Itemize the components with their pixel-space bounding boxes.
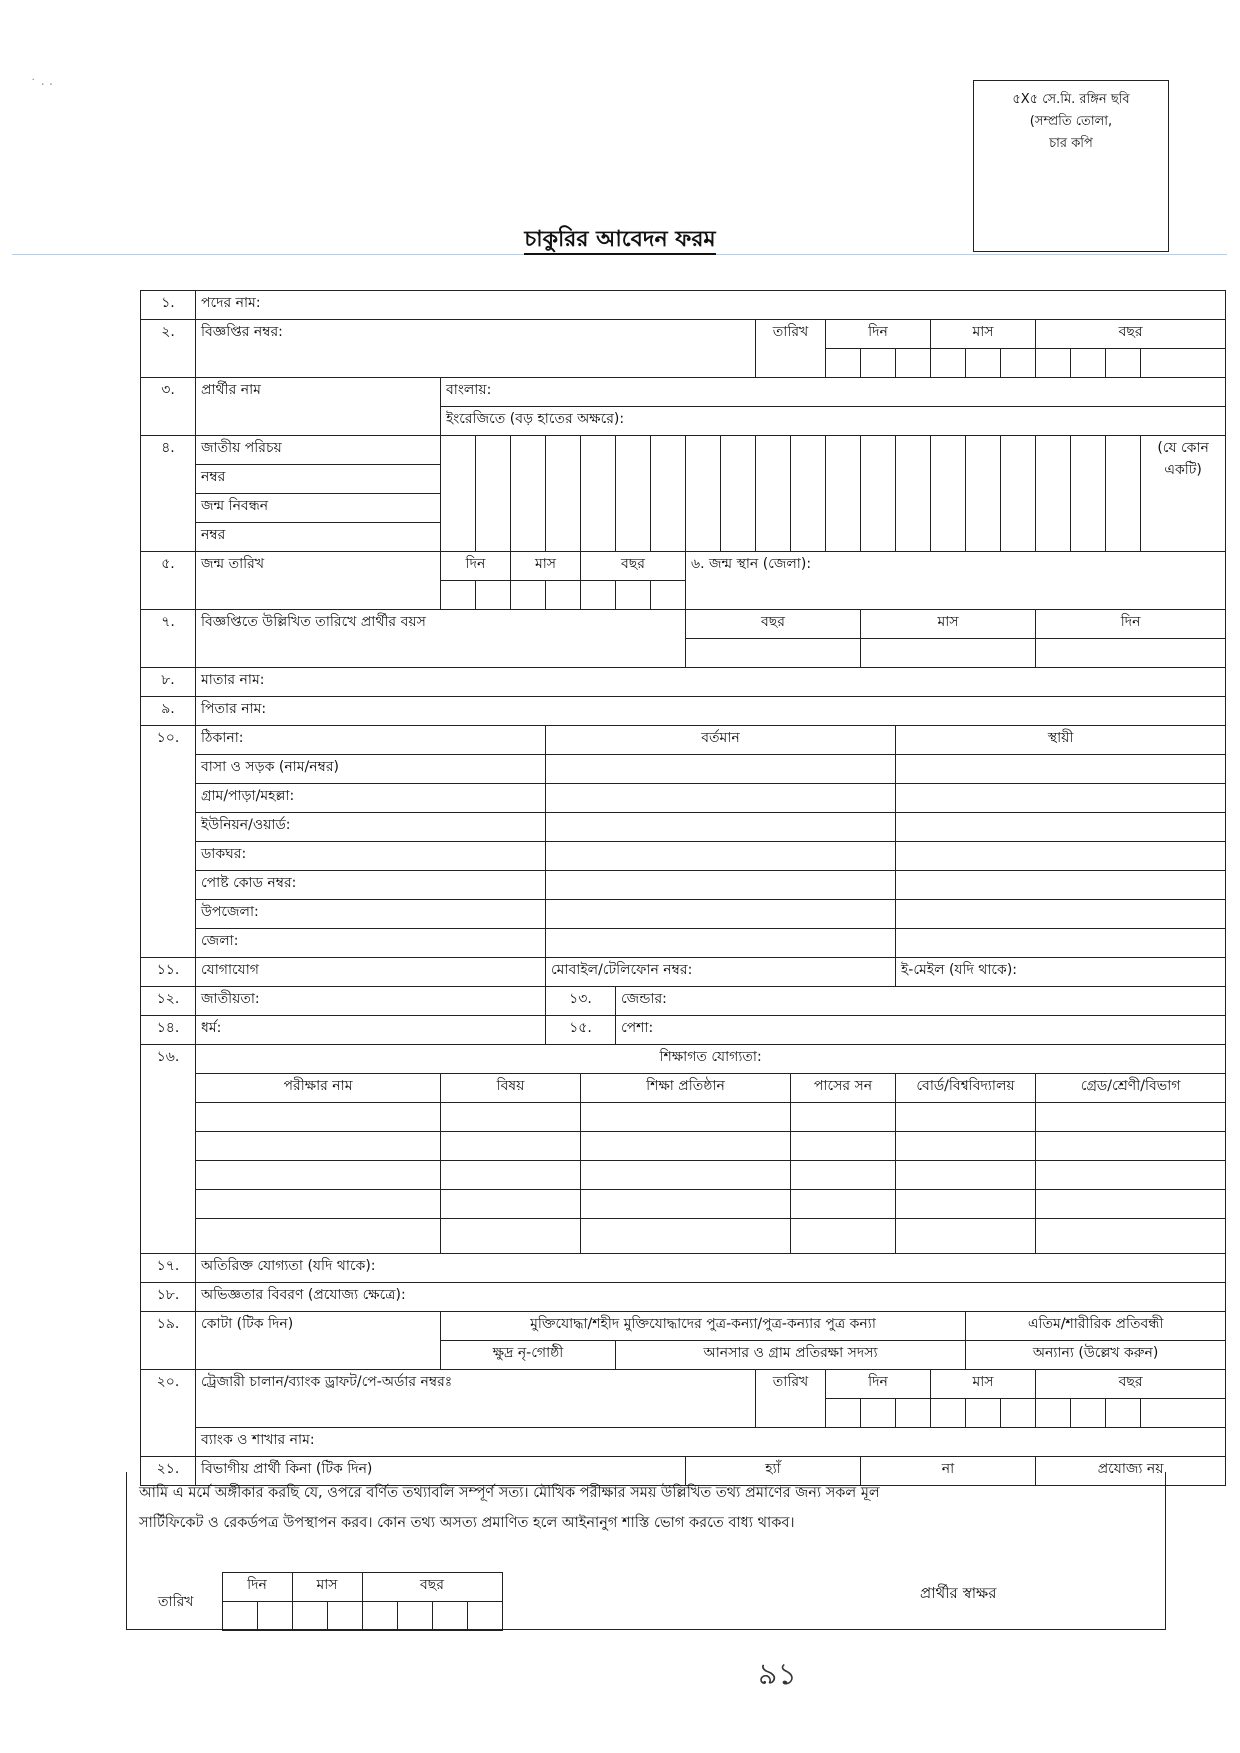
religion-field[interactable]: ধর্ম:	[196, 1016, 546, 1045]
page-scribble: ৯১	[758, 1657, 797, 1692]
edu-row	[141, 1161, 1226, 1190]
digit-box[interactable]	[1071, 1399, 1106, 1428]
id-box[interactable]	[896, 436, 931, 552]
digit-box[interactable]	[896, 349, 931, 378]
photo-box-line3: চার কপি	[1049, 136, 1093, 151]
digit-box[interactable]	[861, 349, 896, 378]
permanent-field[interactable]	[896, 755, 1226, 784]
digit-box[interactable]	[931, 349, 966, 378]
row-14: ১৪. ধর্ম: ১৫. পেশা:	[141, 1016, 1226, 1045]
quota-option[interactable]: এতিম/শারীরিক প্রতিবন্ধী	[966, 1312, 1226, 1341]
edu-row	[141, 1132, 1226, 1161]
extra-qualification-field[interactable]: অতিরিক্ত যোগ্যতা (যদি থাকে):	[196, 1254, 1226, 1283]
row-3: ৩. প্রার্থীর নাম বাংলায়:	[141, 378, 1226, 407]
not-applicable-option[interactable]: প্রযোজ্য নয়	[1036, 1457, 1226, 1486]
digit-box[interactable]	[257, 1602, 292, 1631]
digit-box[interactable]	[826, 349, 861, 378]
row-4b: নম্বর	[141, 465, 1226, 494]
row-8: ৮. মাতার নাম:	[141, 668, 1226, 697]
digit-box[interactable]	[1071, 349, 1106, 378]
present-field[interactable]	[546, 900, 896, 929]
scan-mark: ˙ · ·	[30, 78, 54, 93]
birthplace-field[interactable]: ৬. জন্ম স্থান (জেলা):	[686, 552, 1226, 610]
id-box[interactable]	[441, 436, 476, 552]
id-box[interactable]	[931, 436, 966, 552]
digit-box[interactable]	[1106, 1399, 1141, 1428]
edu-row	[141, 1219, 1226, 1254]
occupation-field[interactable]: পেশা:	[616, 1016, 1226, 1045]
id-box[interactable]	[1071, 436, 1106, 552]
digit-box[interactable]	[966, 1399, 1001, 1428]
row-7: ৭. বিজ্ঞপ্তিতে উল্লিখিত তারিখে প্রার্থীর বয়স বছর মাস দিন	[141, 610, 1226, 639]
id-box[interactable]	[686, 436, 721, 552]
row-4c: জন্ম নিবন্ধন	[141, 494, 1226, 523]
form-table	[140, 290, 1226, 1486]
row-2: ২. বিজ্ঞপ্তির নম্বর: তারিখ দিন মাস বছর	[141, 320, 1226, 349]
digit-box[interactable]	[441, 581, 476, 610]
id-box[interactable]	[1001, 436, 1036, 552]
quota-option[interactable]: ক্ষুদ্র নৃ-গোষ্ঠী	[441, 1341, 616, 1370]
quota-option[interactable]: আনসার ও গ্রাম প্রতিরক্ষা সদস্য	[616, 1341, 966, 1370]
present-field[interactable]	[546, 842, 896, 871]
declaration-line2: সার্টিফিকেট ও রেকর্ডপত্র উপস্থাপন করব। কোন তথ্য অসত্য প্রমাণিত হলে আইনানুগ শাস্তি ভোগ করতে বাধ্য থাকব।	[139, 1515, 795, 1531]
id-box[interactable]	[791, 436, 826, 552]
email-field[interactable]: ই-মেইল (যদি থাকে):	[896, 958, 1226, 987]
digit-box[interactable]	[826, 1399, 861, 1428]
digit-box[interactable]	[511, 581, 546, 610]
father-name-field[interactable]: পিতার নাম:	[196, 697, 1226, 726]
digit-box[interactable]	[966, 349, 1001, 378]
name-english-field[interactable]: ইংরেজিতে (বড় হাতের অক্ষরে):	[441, 407, 1226, 436]
present-field[interactable]	[546, 871, 896, 900]
row-5: ৫. জন্ম তারিখ দিন মাস বছর ৬. জন্ম স্থান (জেলা):	[141, 552, 1226, 581]
id-box[interactable]	[966, 436, 1001, 552]
experience-field[interactable]: অভিজ্ঞতার বিবরণ (প্রযোজ্য ক্ষেত্রে):	[196, 1283, 1226, 1312]
declaration-line1: আমি এ মর্মে অঙ্গীকার করছি যে, ওপরে বর্ণিত তথ্যাবলি সম্পূর্ণ সত্য। মৌখিক পরীক্ষার সময় উল্লিখিত তথ্য প্রমাণের জন্য সকল মূল	[139, 1485, 880, 1501]
row-number: ১.	[141, 291, 196, 320]
id-box[interactable]	[546, 436, 581, 552]
id-box[interactable]	[511, 436, 546, 552]
id-box[interactable]	[861, 436, 896, 552]
row-19: ১৯. কোটা (টিক দিন) মুক্তিযোদ্ধা/শহীদ মুক্তিযোদ্ধাদের পুত্র-কন্যা/পুত্র-কন্যার পুত্র কন্যা এতিম/শারীরিক প্রতিবন্ধী	[141, 1312, 1226, 1341]
age-month-field[interactable]	[861, 639, 1036, 668]
row-12: ১২. জাতীয়তা: ১৩. জেন্ডার:	[141, 987, 1226, 1016]
address-line: জেলা:	[141, 929, 1226, 958]
digit-box[interactable]	[931, 1399, 966, 1428]
digit-box[interactable]	[1036, 349, 1071, 378]
row-4: ৪. জাতীয় পরিচয় (যে কোন একটি)	[141, 436, 1226, 465]
yes-option[interactable]: হ্যাঁ	[686, 1457, 861, 1486]
address-line: গ্রাম/পাড়া/মহল্লা:	[141, 784, 1226, 813]
row-20b	[141, 1428, 1226, 1457]
age-day-field[interactable]	[1036, 639, 1226, 668]
digit-box[interactable]	[1141, 349, 1226, 378]
permanent-field[interactable]	[896, 929, 1226, 958]
permanent-field[interactable]	[896, 784, 1226, 813]
address-line: বাসা ও সড়ক (নাম/নম্বর)	[141, 755, 1226, 784]
digit-box[interactable]	[476, 581, 511, 610]
row-9: ৯. পিতার নাম:	[141, 697, 1226, 726]
phone-field[interactable]: মোবাইল/টেলিফোন নম্বর:	[546, 958, 896, 987]
photo-box-line2: (সম্প্রতি তোলা,	[1029, 114, 1113, 129]
id-box[interactable]	[651, 436, 686, 552]
quota-option[interactable]: মুক্তিযোদ্ধা/শহীদ মুক্তিযোদ্ধাদের পুত্র-কন্যা/পুত্র-কন্যার পুত্র কন্যা	[441, 1312, 966, 1341]
signature-label: প্রার্থীর স্বাক্ষর	[920, 1584, 997, 1602]
present-field[interactable]	[546, 813, 896, 842]
id-box[interactable]	[756, 436, 791, 552]
row-21: ২১. বিভাগীয় প্রার্থী কিনা (টিক দিন) হ্যাঁ না প্রযোজ্য নয়	[141, 1457, 1226, 1486]
digit-box[interactable]	[362, 1602, 397, 1631]
present-field[interactable]	[546, 755, 896, 784]
edu-header: পরীক্ষার নাম বিষয় শিক্ষা প্রতিষ্ঠান পাসের সন বোর্ড/বিশ্ববিদ্যালয় গ্রেড/শ্রেণী/বিভাগ	[141, 1074, 1226, 1103]
row-16: ১৬. শিক্ষাগত যোগ্যতা:	[141, 1045, 1226, 1074]
digit-box[interactable]	[1141, 1399, 1226, 1428]
row-1	[141, 291, 1226, 320]
digit-box[interactable]	[1036, 1399, 1071, 1428]
id-box[interactable]	[1106, 436, 1141, 552]
id-box[interactable]	[581, 436, 616, 552]
bank-branch-field[interactable]: ব্যাংক ও শাখার নাম:	[196, 1428, 1226, 1457]
digit-box[interactable]	[1106, 349, 1141, 378]
id-box[interactable]	[1036, 436, 1071, 552]
digit-box[interactable]	[432, 1602, 467, 1631]
any-one-note: (যে কোন একটি)	[1141, 436, 1226, 552]
permanent-field[interactable]	[896, 871, 1226, 900]
address-line: পোষ্ট কোড নম্বর:	[141, 871, 1226, 900]
gender-field[interactable]: জেন্ডার:	[616, 987, 1226, 1016]
id-box[interactable]	[616, 436, 651, 552]
id-box[interactable]	[721, 436, 756, 552]
digit-box[interactable]	[616, 581, 651, 610]
quota-option[interactable]: অন্যান্য (উল্লেখ করুন)	[966, 1341, 1226, 1370]
declaration-date-table: তারিখ দিন মাস বছর	[130, 1572, 503, 1631]
digit-box[interactable]	[861, 1399, 896, 1428]
present-field[interactable]	[546, 929, 896, 958]
digit-box[interactable]	[1001, 349, 1036, 378]
permanent-field[interactable]	[896, 813, 1226, 842]
digit-box[interactable]	[292, 1602, 327, 1631]
present-field[interactable]	[546, 784, 896, 813]
row-20: ২০. ট্রেজারী চালান/ব্যাংক ড্রাফট/পে-অর্ডার নম্বরঃ তারিখ দিন মাস বছর	[141, 1370, 1226, 1399]
age-year-field[interactable]	[686, 639, 861, 668]
row-11: ১১. যোগাযোগ মোবাইল/টেলিফোন নম্বর: ই-মেইল (যদি থাকে):	[141, 958, 1226, 987]
photo-box-line1: ৫X৫ সে.মি. রঙ্গিন ছবি	[1012, 92, 1130, 107]
digit-box[interactable]	[546, 581, 581, 610]
digit-box[interactable]	[1001, 1399, 1036, 1428]
form-title: চাকুরির আবেদন ফরম	[0, 222, 1240, 259]
id-box[interactable]	[826, 436, 861, 552]
row-10: ১০. ঠিকানা: বর্তমান স্থায়ী	[141, 726, 1226, 755]
address-line: ডাকঘর:	[141, 842, 1226, 871]
challan-field[interactable]: ট্রেজারী চালান/ব্যাংক ড্রাফট/পে-অর্ডার নম্বরঃ	[196, 1370, 756, 1428]
circular-number-field[interactable]: বিজ্ঞপ্তির নম্বর:	[196, 320, 756, 378]
id-box[interactable]	[476, 436, 511, 552]
edu-row	[141, 1190, 1226, 1219]
edu-row	[141, 1103, 1226, 1132]
digit-box[interactable]	[222, 1602, 257, 1631]
nationality-field[interactable]: জাতীয়তা:	[196, 987, 546, 1016]
digit-box[interactable]	[397, 1602, 432, 1631]
permanent-field[interactable]	[896, 842, 1226, 871]
row-18: ১৮. অভিজ্ঞতার বিবরণ (প্রযোজ্য ক্ষেত্রে):	[141, 1283, 1226, 1312]
row-17: ১৭. অতিরিক্ত যোগ্যতা (যদি থাকে):	[141, 1254, 1226, 1283]
digit-box[interactable]	[651, 581, 686, 610]
digit-box[interactable]	[327, 1602, 362, 1631]
no-option[interactable]: না	[861, 1457, 1036, 1486]
digit-box[interactable]	[467, 1602, 502, 1631]
digit-box[interactable]	[581, 581, 616, 610]
mother-name-field[interactable]: মাতার নাম:	[196, 668, 1226, 697]
post-name-field[interactable]: পদের নাম:	[196, 291, 1226, 320]
name-bangla-field[interactable]: বাংলায়:	[441, 378, 1226, 407]
address-line: উপজেলা:	[141, 900, 1226, 929]
address-line: ইউনিয়ন/ওয়ার্ড:	[141, 813, 1226, 842]
permanent-field[interactable]	[896, 900, 1226, 929]
digit-box[interactable]	[896, 1399, 931, 1428]
row-4d: নম্বর	[141, 523, 1226, 552]
